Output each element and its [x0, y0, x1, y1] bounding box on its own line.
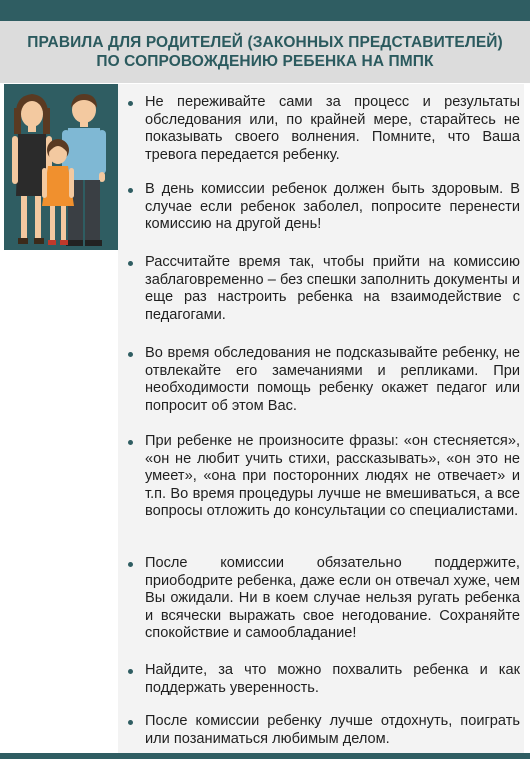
family-illustration: [4, 84, 118, 250]
top-bar: [0, 0, 530, 21]
list-item-text: Рассчитайте время так, чтобы прийти на комиссию заблаговременно – без спешки заполнить документы и еще раз настроить ребенка на взаимодействие с педагогами.: [145, 254, 520, 323]
list-item-text: При ребенке не произносите фразы: «он стесняется», «он не любит учить стихи, рассказывать», «он это не умеет», «она при посторонних людях не отвечает» и т.п. Во время процедуры лучше не вмешиваться, а все вопросы отложить до консультации со специалистами.: [145, 433, 520, 519]
list-item-text: В день комиссии ребенок должен быть здоровым. В случае если ребенок заболел, попросите перенести комиссию на другой день!: [145, 181, 520, 232]
page-header: [0, 21, 530, 83]
list-item-text: Не переживайте сами за процесс и результаты обследования или, по крайней мере, старайтесь не показывать своего волнения. Помните, что Ваша тревога передается ребенку.: [145, 94, 520, 163]
bullet-icon: [128, 188, 133, 193]
list-item-text: Во время обследования не подсказывайте ребенку, не отвлекайте его замечаниями и репликами. При необходимости помощь ребенку окажет педагог или попросит об этом Вас.: [145, 345, 520, 414]
list-item: [128, 94, 520, 164]
bullet-icon: [128, 261, 133, 266]
list-item-text: После комиссии ребенку лучше отдохнуть, поиграть или позаниматься любимым делом.: [145, 713, 520, 747]
bullet-icon: [128, 669, 133, 674]
bullet-icon: [128, 720, 133, 725]
family-icon: [4, 84, 118, 250]
list-item: [128, 713, 520, 748]
bullet-icon: [128, 101, 133, 106]
bullet-icon: [128, 562, 133, 567]
list-item: [128, 433, 520, 521]
list-item: [128, 345, 520, 415]
page-title-line-2: ПО СОПРОВОЖДЕНИЮ РЕБЕНКА НА ПМПК: [96, 53, 434, 70]
list-item: [128, 254, 520, 324]
bullet-icon: [128, 352, 133, 357]
rules-list: [118, 84, 524, 753]
bottom-bar: [0, 753, 530, 759]
list-item: [128, 555, 520, 643]
list-item-text: Найдите, за что можно похвалить ребенка и как поддержать уверенность.: [145, 662, 520, 696]
list-item: [128, 662, 520, 697]
bullet-icon: [128, 440, 133, 445]
list-item: [128, 181, 520, 234]
list-item-text: После комиссии обязательно поддержите, приободрите ребенка, даже если он отвечал хуже, чем Вы ожидали. Ни в коем случае нельзя ругать ребенка и всячески выражать свое негодование. Сохраняйте спокойствие и самообладание!: [145, 555, 520, 641]
page-title-line-1: ПРАВИЛА ДЛЯ РОДИТЕЛЕЙ (ЗАКОННЫХ ПРЕДСТАВИТЕЛЕЙ): [27, 34, 503, 51]
